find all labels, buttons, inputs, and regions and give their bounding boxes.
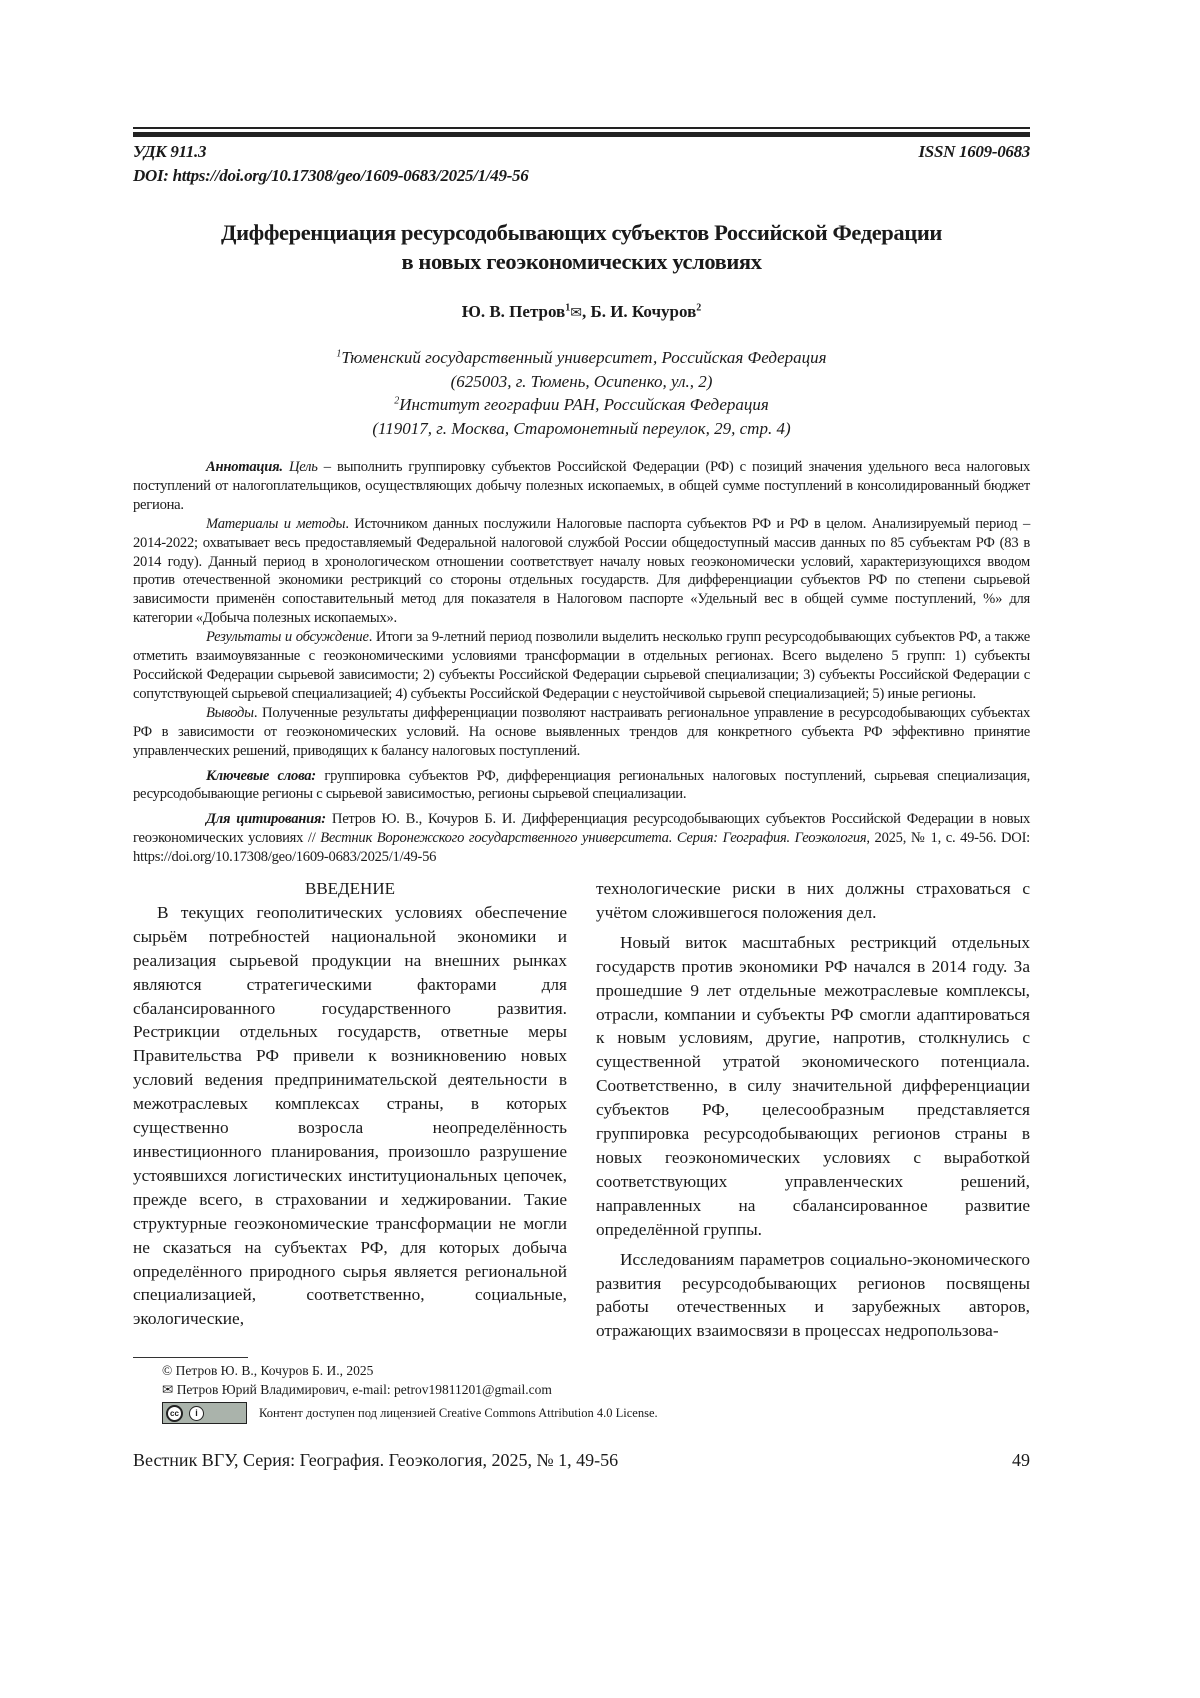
conclusions-text: . Полученные результаты дифференциации позволяют настраивать региональное управление в ресурсодобывающих субъектах РФ в зависимости от геоэкономических условий. На основе выявленных трендов для конкретного субъекта РФ эффективно принятие управленческих решений, приводящих к балансу налоговых поступлений.: [133, 704, 1030, 759]
by-icon: i: [189, 1406, 204, 1421]
methods-text: . Источником данных послужили Налоговые паспорта субъектов РФ и РФ в целом. Анализируемый период – 2014-2022; охватывает весь предоставляемый Федеральной налоговой службой России общедоступный массив данных по 85 субъектам РФ (83 в 2014 году). Данный период в хронологическом отношении соответствует началу новых геоэкономически условий, характеризующихся вводом против отечественной экономики рестрикций со стороны отдельных государств. Для дифференциации субъектов РФ по степени сырьевой зависимости применён сопоставительный метод для показателя в Налоговом паспорте «Удельный вес в общей сумме поступлений, %» для категории «Добыча полезных ископаемых».: [133, 515, 1030, 627]
footnote-contact: [162, 1380, 1030, 1399]
page-flow: [133, 0, 1030, 1501]
author-2-sup: 2: [696, 302, 702, 314]
paragraph: Исследованиям параметров социально-экономического развития ресурсодобывающих регионов посвящены работы отечественных и зарубежных авторов, отражающих взаимосвязи в процессах недропользова-: [596, 1249, 1030, 1341]
author-2: , Б. И. Кочуров: [581, 302, 697, 321]
page-footer: [133, 1450, 1030, 1471]
abstract-conclusions: [133, 704, 1030, 761]
abstract-label: Аннотация.: [206, 459, 283, 475]
affiliation-1-address: (625003, г. Тюмень, Осипенко, ул., 2): [450, 371, 713, 391]
citation: [133, 810, 1030, 867]
author-1: Ю. В. Петров: [461, 302, 566, 321]
cite-label: Для цитирования:: [206, 811, 326, 828]
udk-code: УДК 911.3: [133, 142, 207, 161]
body-column-left: [133, 877, 567, 1331]
page-number: 49: [1012, 1450, 1030, 1471]
affiliation-name: Институт географии РАН, Российская Федерация: [399, 395, 769, 414]
cite-text: Петров Ю. В., Кочуров Б. И. Дифференциация ресурсодобывающих субъектов Российской Федерации в новых геоэкономических условиях //: [133, 811, 1030, 847]
goal-label: Цель: [288, 459, 318, 475]
affiliation-2-address: (119017, г. Москва, Старомонетный переулок, 29, стр. 4): [372, 418, 791, 438]
paragraph: В текущих геополитических условиях обеспечение сырьём потребностей национальной экономики и реализация сырьевой продукции на внешних рынках являются стратегическими факторами для сбалансированного государственного развития. Рестрикции отдельных государств, ответные меры Правительства РФ привели к возникновению новых условий ведения предпринимательской деятельности в межотраслевых комплексах страны, в которых существенно возросла неопределённость инвестиционного планирования, произошло разрушение устоявшихся логистических институциональных цепочек, прежде всего, в страховании и хеджировании. Такие структурные геоэкономические трансформации не могли не сказаться на субъектах РФ, для которых добыча определённого природного сырья является региональной специализацией, соответственно, социальные, экологические,: [133, 902, 567, 1329]
paragraph: Новый виток масштабных рестрикций отдельных государств против экономики РФ начался в 2014 году. За прошедшие 9 лет отдельные межотраслевые комплексы, отрасли, компании и субъекты РФ смогли адаптироваться к новым условиям, другие, напротив, столкнулись с существенной утратой экономического потенциала. Соответственно, в силу значительной дифференциации субъектов РФ, целесообразным представляется группировка ресурсодобывающих регионов страны в новых геоэкономических условиях с выработкой соответствующих управленческих решений, направленных на сбалансированное развитие определённой группы.: [596, 932, 1030, 1239]
body-columns: [133, 877, 1030, 1343]
abstract-methods: [133, 515, 1030, 628]
envelope-icon: ✉: [162, 1382, 177, 1398]
affil-sup: 1: [336, 348, 342, 360]
abstract-results: [133, 628, 1030, 704]
goal-text: – выполнить группировку субъектов Российской Федерации (РФ) с позиций значения удельного веса налоговых поступлений от налогоплательщиков, осуществляющих добычу полезных ископаемых, в общей сумме поступлений в консолидированный бюджет региона.: [133, 459, 1030, 513]
affil-sup: 2: [394, 395, 400, 407]
keywords-text: группировка субъектов РФ, дифференциация региональных налоговых поступлений, сырьевая специализация, ресурсодобывающие регионы с сырьевой зависимостью, регионы сырьевой специализации.: [133, 767, 1030, 803]
journal-info: Вестник ВГУ, Серия: География. Геоэкология, 2025, № 1, 49-56: [133, 1450, 619, 1471]
issn: ISSN 1609-0683: [918, 142, 1030, 161]
footnote-copyright: © Петров Ю. В., Кочуров Б. И., 2025: [162, 1363, 374, 1379]
contact-text: Петров Юрий Владимирович, e-mail: petrov19811201@gmail.com: [176, 1382, 552, 1398]
cite-text-end: , 2025, № 1, с. 49-56. DOI: https://doi.org/10.17308/geo/1609-0683/2025/1/49-56: [133, 830, 1030, 866]
author-1-sup: 1: [565, 302, 571, 314]
section-heading-introduction: ВВЕДЕНИЕ: [305, 879, 395, 899]
affiliation-name: Тюменский государственный университет, Российская Федерация: [341, 348, 827, 367]
creative-commons-logo[interactable]: [162, 1402, 247, 1424]
keywords: [133, 767, 1030, 805]
paragraph: технологические риски в них должны страховаться с учётом сложившегося положения дел.: [596, 879, 1030, 922]
conclusions-label: Выводы: [206, 704, 254, 721]
body-column-right: [596, 877, 1030, 1343]
footnote-rule: [133, 1357, 248, 1358]
cite-journal: Вестник Воронежского государственного университета. Серия: География. Геоэкология: [320, 830, 867, 847]
doi-link[interactable]: DOI: https://doi.org/10.17308/geo/1609-0683/2025/1/49-56: [133, 166, 529, 185]
methods-label: Материалы и методы: [206, 515, 346, 532]
results-text: . Итоги за 9-летний период позволили выделить несколько групп ресурсодобывающих субъектов РФ, а также отметить взаимоувязанные с геоэкономическими условиями трансформации в отдельных регионах. Всего выделено 5 групп: 1) субъекты Российской Федерации сырьевой зависимости; 2) субъекты Российской Федерации сырьевой специализации; 3) субъекты Российской Федерации с сопутствующей сырьевой специализацией; 4) субъекты Российской Федерации с неустойчивой сырьевой специализацией; 5) иные регионы.: [133, 629, 1030, 702]
keywords-label: Ключевые слова:: [206, 767, 316, 784]
license-row: [162, 1402, 1030, 1424]
abstract: [133, 458, 1030, 867]
cc-icon: cc: [166, 1405, 183, 1422]
envelope-icon: ✉: [570, 306, 582, 321]
license-text: Контент доступен под лицензией Creative Commons Attribution 4.0 License.: [259, 1405, 658, 1420]
abstract-goal: [133, 458, 1030, 515]
results-label: Результаты и обсуждение: [206, 629, 369, 646]
title-line-2: в новых геоэкономических условиях: [401, 249, 762, 274]
title-line-1: Дифференциация ресурсодобывающих субъектов Российской Федерации: [221, 220, 942, 245]
